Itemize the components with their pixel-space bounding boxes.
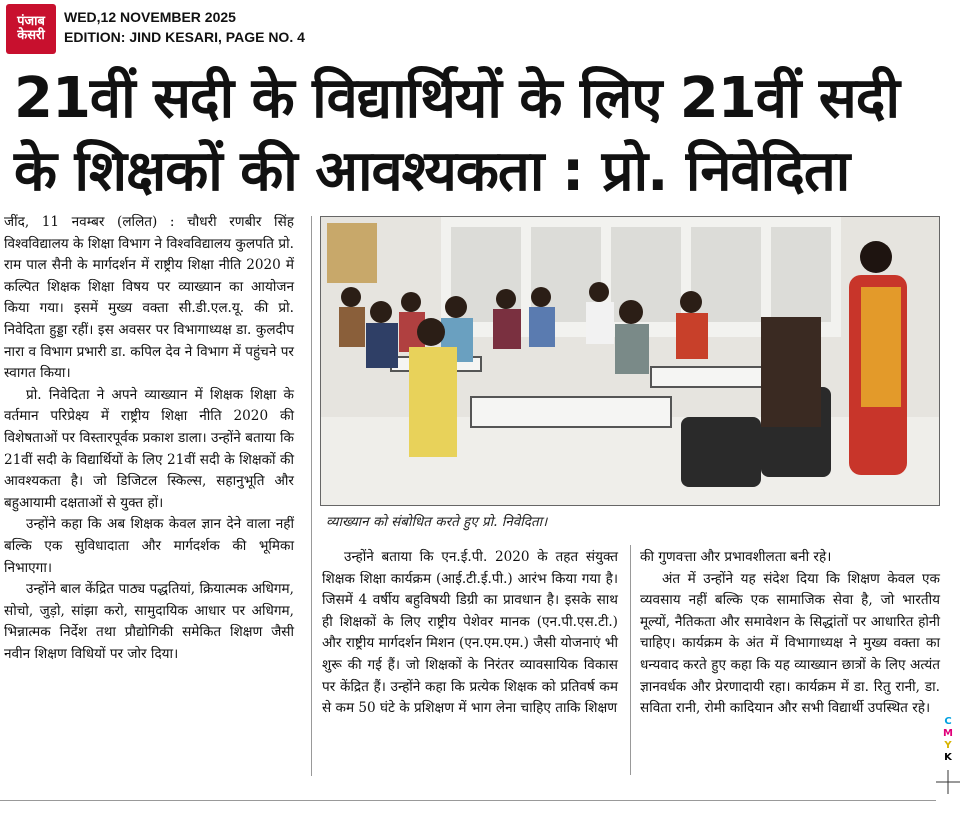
paragraph: जींद, 11 नवम्बर (ललित) : चौधरी रणबीर सिंह विश्वविद्यालय के शिक्षा विभाग ने विश्वविद्यालय कुलपति प्रो. राम पाल सैनी के मार्गदर्शन में राष्ट्रीय शिक्षा नीति 2020 में कल्पित शिक्षक शिक्षा विषय पर व्याख्यान का आयोजन किया गया। इसमें मुख्य वक्ता सी.डी.एल.यू. की प्रो. निवेदिता हुड्डा रहीं। इस अवसर पर विभागाध्यक्ष डा. कुलदीप नारा व विभाग प्रभारी डा. कपिल देव ने विभाग में पहुंचने पर स्वागत किया। — [4, 214, 294, 382]
paragraph: उन्होंने कहा कि अब शिक्षक केवल ज्ञान देने वाला नहीं बल्कि एक सुविधादाता और मार्गदर्शक की भूमिका निभाएगा। — [4, 516, 294, 576]
paragraph: की गुणवत्ता और प्रभावशीलता बनी रहे। — [640, 549, 832, 565]
lecture-photo — [320, 216, 940, 506]
classroom-scene-illustration — [321, 217, 939, 505]
article-column-3 — [640, 547, 940, 720]
photo-caption: व्याख्यान को संबोधित करते हुए प्रो. निवेदिता। — [326, 514, 548, 530]
paragraph: उन्होंने बताया कि एन.ई.पी. 2020 के तहत संयुक्त शिक्षक शिक्षा कार्यक्रम (आई.टी.ई.पी.) आरंभ किया गया है। जिसमें 4 वर्षीय बहुविषयी डिग्री का प्रावधान है। इसके साथ ही शिक्षकों के लिए राष्ट्रीय पेशेवर मानक (एन.पी.एस.टी.) और राष्ट्रीय मार्गदर्शन मिशन (एन.एम.एम.) जैसी योजनाएं भी शुरू की गई हैं। जो शिक्षकों के निरंतर व्यावसायिक विकास पर केंद्रित हैं। उन्होंने कहा कि प्रत्येक शिक्षक को प्रतिवर्ष कम से कम 50 घंटे के प्रशिक्षण में भाग लेना चाहिए ताकि शिक्षण — [322, 549, 618, 717]
bottom-rule — [0, 800, 936, 801]
article-headline — [14, 62, 944, 208]
cmyk-c: C — [944, 716, 952, 727]
article-column-1 — [4, 212, 294, 665]
punjab-kesari-logo — [6, 4, 56, 54]
paragraph: प्रो. निवेदिता ने अपने व्याख्यान में शिक्षक शिक्षा के वर्तमान परिप्रेक्ष्य में राष्ट्रीय शिक्षा नीति 2020 की विशेषताओं पर विस्तारपूर्वक प्रकाश डाला। उन्होंने बताया कि 21वीं सदी के विद्यार्थियों के लिए 21वीं सदी के शिक्षकों की आवश्यकता है। जो डिजिटल स्किल्स, सहानुभूति और बहुआयामी दक्षताओं से युक्त हों। — [4, 386, 294, 511]
issue-date: WED,12 NOVEMBER 2025 — [64, 9, 236, 25]
edition-info: EDITION: JIND KESARI, PAGE NO. 4 — [64, 29, 305, 45]
masthead — [0, 0, 962, 60]
paragraph: अंत में उन्होंने यह संदेश दिया कि शिक्षण केवल एक व्यवसाय नहीं बल्कि एक सामाजिक सेवा है, जो भारतीय मूल्यों, नैतिकता और समावेशन के सिद्धांतों पर आधारित होनी चाहिए। कार्यक्रम के अंत में विभागाध्यक्ष ने मुख्य वक्ता का धन्यवाद करते हुए कहा कि यह व्याख्यान छात्रों के लिए अत्यंत ज्ञानवर्धक और प्रेरणादायी रहा। कार्यक्रम में डा. रितु रानी, डा. सविता रानी, रोमी कादियान और सभी विद्यार्थी उपस्थित रहे। — [640, 570, 940, 717]
headline-line-2: के शिक्षकों की आवश्यकता : प्रो. निवेदिता — [14, 139, 850, 204]
headline-line-1: 21वीं सदी के विद्यार्थियों के लिए 21वीं सदी — [14, 66, 899, 131]
cmyk-k: K — [944, 752, 952, 763]
article-column-2 — [322, 547, 618, 720]
column-divider — [311, 216, 312, 776]
logo-line-1: पंजाब — [17, 14, 45, 30]
cmyk-m: M — [943, 728, 953, 739]
registration-cross-icon — [936, 770, 960, 794]
cmyk-color-marks — [940, 716, 956, 764]
column-divider — [630, 545, 631, 775]
cmyk-y: Y — [944, 740, 952, 751]
logo-line-2: केसरी — [17, 28, 45, 43]
paragraph: उन्होंने बाल केंद्रित पाठ्य पद्धतियां, क्रियात्मक अधिगम, सोचो, जुड़ो, सांझा करो, सामुदायिक आधार पर अधिगम, भिन्नात्मक निर्देश तथा प्रौद्योगिकी समेकित शिक्षण जैसी नवीन शिक्षण विधियों पर जोर दिया। — [4, 581, 294, 662]
